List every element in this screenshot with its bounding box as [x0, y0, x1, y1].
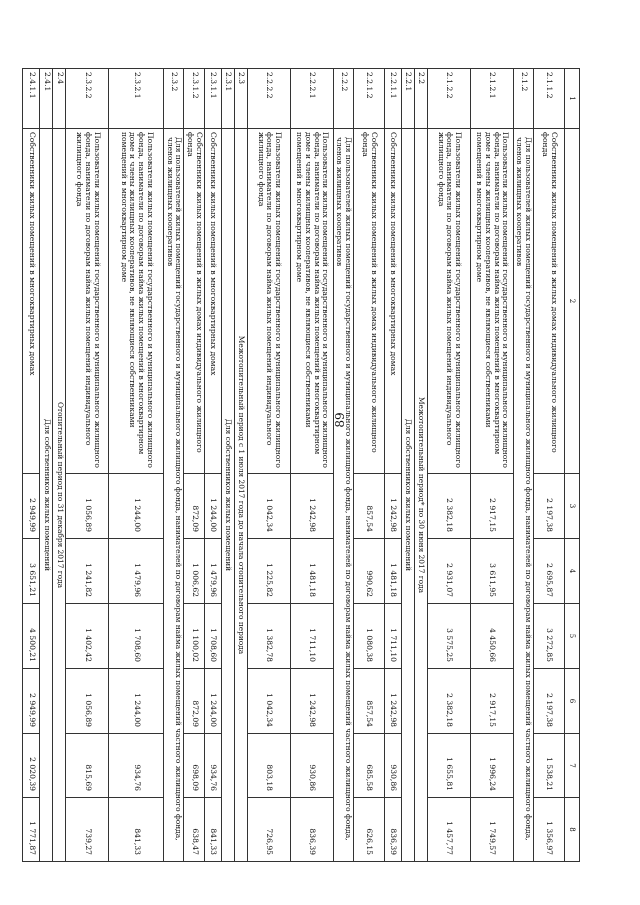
row-code: 2.3	[234, 69, 247, 129]
tariff-value: 2 197,38	[534, 669, 565, 734]
tariff-value: 2 382,18	[427, 669, 470, 734]
tariff-value: 930,86	[290, 734, 333, 798]
tariff-value: 3 272,85	[534, 604, 565, 669]
table-row	[534, 69, 565, 862]
section-row	[333, 69, 353, 862]
section-title: Межотопительный период с 1 июля 2017 года до начала отопительного периода	[234, 129, 247, 862]
tariff-value: 872,09	[184, 669, 204, 734]
tariff-value: 2 949,99	[23, 474, 40, 539]
tariff-value: 2 382,18	[427, 474, 470, 539]
column-number: 1	[565, 69, 580, 129]
tariff-value: 4 450,66	[470, 604, 513, 669]
row-code: 2.1.2.2	[427, 69, 470, 129]
table-row	[470, 69, 513, 862]
table-row	[353, 69, 384, 862]
row-code: 2.4	[53, 69, 66, 129]
row-category: Пользователи жилых помещений государственного и муниципального жилищного фонда, наниматели по договорам найма жилых помещений в многоквартирном доме и члены жилищных кооперативов, не являющиеся собственниками помещений в многоквартирном доме	[290, 129, 333, 474]
tariff-value: 1 244,00	[109, 474, 164, 539]
tariff-value: 3 651,21	[23, 539, 40, 604]
tariff-value: 2 931,07	[427, 539, 470, 604]
section-row	[234, 69, 247, 862]
column-number: 2	[565, 129, 580, 474]
tariff-value: 1 241,82	[66, 539, 109, 604]
tariff-value: 1 042,34	[247, 669, 290, 734]
row-category: Собственники жилых помещений в жилых домах индивидуального жилищного фонда	[184, 129, 204, 474]
row-code: 2.2	[414, 69, 427, 129]
tariff-value: 1 225,82	[247, 539, 290, 604]
column-number: 4	[565, 539, 580, 604]
tariff-value: 1 244,00	[109, 669, 164, 734]
row-code: 2.3.1	[221, 69, 234, 129]
tariff-value: 1 056,89	[66, 474, 109, 539]
tariff-value: 1 708,60	[109, 604, 164, 669]
row-category: Пользователи жилых помещений государственного и муниципального жилищного фонда, наниматели по договорам найма жилых помещений в многоквартирном доме и члены жилищных кооперативов, не являющиеся собственниками помещений в многоквартирном доме	[109, 129, 164, 474]
section-title: Отопительный период по 31 декабря 2017 года	[53, 129, 66, 862]
table-body	[23, 69, 565, 862]
tariff-value: 1 711,10	[384, 604, 401, 669]
section-row	[414, 69, 427, 862]
row-category: Собственники жилых помещений в жилых домах индивидуального жилищного фонда	[353, 129, 384, 474]
tariff-value: 1 242,98	[290, 669, 333, 734]
section-title: Для пользователей жилых помещений государственного и муниципального жилищного фонда, нанимателей по договорам найма жилых помещений частного жилищного фонда, членов жилищных кооперативов	[333, 129, 353, 862]
row-code: 2.2.1.2	[353, 69, 384, 129]
tariff-value: 1 080,38	[353, 604, 384, 669]
tariff-value: 872,09	[184, 474, 204, 539]
tariff-value: 803,18	[247, 734, 290, 798]
tariff-value: 739,27	[66, 798, 109, 862]
section-row	[513, 69, 533, 862]
page-number: 89	[333, 412, 347, 428]
tariff-value: 685,58	[353, 734, 384, 798]
tariff-value: 1 708,60	[204, 604, 221, 669]
tariff-value: 1 711,10	[290, 604, 333, 669]
tariff-value: 638,47	[184, 798, 204, 862]
row-code: 2.2.2.2	[247, 69, 290, 129]
row-code: 2.3.2.2	[66, 69, 109, 129]
row-category: Пользователи жилых помещений государственного и муниципального жилищного фонда, наниматели по договорам найма жилых помещений индивидуального жилищного фонда	[427, 129, 470, 474]
tariff-value: 726,95	[247, 798, 290, 862]
section-title: Для пользователей жилых помещений государственного и муниципального жилищного фонда, нанимателей по договорам найма жилых помещений частного жилищного фонда, членов жилищных кооперативов	[164, 129, 184, 862]
tariff-value: 1 749,57	[470, 798, 513, 862]
table-row	[66, 69, 109, 862]
tariff-value: 2 917,15	[470, 474, 513, 539]
tariff-value: 1 655,81	[427, 734, 470, 798]
row-code: 2.2.2	[333, 69, 353, 129]
row-code: 2.2.1.1	[384, 69, 401, 129]
tariff-value: 1 481,18	[290, 539, 333, 604]
section-row	[164, 69, 184, 862]
section-row	[221, 69, 234, 862]
tariff-value: 815,69	[66, 734, 109, 798]
row-category: Собственники жилых помещений в жилых домах индивидуального жилищного фонда	[534, 129, 565, 474]
row-code: 2.3.1.1	[204, 69, 221, 129]
row-code: 2.3.1.2	[184, 69, 204, 129]
tariff-value: 930,86	[384, 734, 401, 798]
row-code: 2.4.1.1	[23, 69, 40, 129]
tariff-value: 626,15	[353, 798, 384, 862]
tariff-value: 4 500,21	[23, 604, 40, 669]
section-row	[40, 69, 53, 862]
tariff-value: 1 244,00	[204, 474, 221, 539]
section-title: Для собственников жилых помещений	[401, 129, 414, 862]
section-title: Для пользователей жилых помещений государственного и муниципального жилищного фонда, нанимателей по договорам найма жилых помещений частного жилищного фонда, членов жилищных кооперативов	[513, 129, 533, 862]
row-category: Собственники жилых помещений в многоквартирных домах	[204, 129, 221, 474]
tariff-value: 857,54	[353, 669, 384, 734]
column-number: 3	[565, 474, 580, 539]
table-row	[109, 69, 164, 862]
tariff-value: 1 402,42	[66, 604, 109, 669]
row-code: 2.3.2.1	[109, 69, 164, 129]
tariff-value: 2 695,87	[534, 539, 565, 604]
section-title: Для собственников жилых помещений	[221, 129, 234, 862]
row-code: 2.1.2	[513, 69, 533, 129]
column-number: 6	[565, 669, 580, 734]
row-code: 2.2.2.1	[290, 69, 333, 129]
row-code: 2.2.1	[401, 69, 414, 129]
tariff-value: 1 056,89	[66, 669, 109, 734]
tariff-value: 857,54	[353, 474, 384, 539]
tariff-value: 1 244,00	[204, 669, 221, 734]
section-row	[53, 69, 66, 862]
section-title: Для собственников жилых помещений	[40, 129, 53, 862]
table-row	[247, 69, 290, 862]
tariff-value: 1 481,18	[384, 539, 401, 604]
tariff-value: 1 242,98	[290, 474, 333, 539]
tariff-value: 934,76	[204, 734, 221, 798]
column-number-row	[565, 69, 580, 862]
column-number: 8	[565, 798, 580, 862]
row-category: Собственники жилых помещений в многоквартирных домах	[23, 129, 40, 474]
tariff-value: 2 020,39	[23, 734, 40, 798]
table-row	[427, 69, 470, 862]
tariff-value: 1 356,97	[534, 798, 565, 862]
table-row	[184, 69, 204, 862]
tariff-value: 1 457,77	[427, 798, 470, 862]
tariff-value: 1 242,98	[384, 474, 401, 539]
tariff-value: 1 479,96	[204, 539, 221, 604]
tariff-value: 2 197,38	[534, 474, 565, 539]
row-category: Собственники жилых помещений в многоквартирных домах	[384, 129, 401, 474]
tariff-value: 3 575,25	[427, 604, 470, 669]
tariff-value: 990,62	[353, 539, 384, 604]
tariff-value: 1 006,62	[184, 539, 204, 604]
tariff-value: 698,09	[184, 734, 204, 798]
tariff-value: 836,39	[290, 798, 333, 862]
column-number: 7	[565, 734, 580, 798]
row-code: 2.4.1	[40, 69, 53, 129]
tariff-value: 1 538,21	[534, 734, 565, 798]
table-row	[204, 69, 221, 862]
tariff-value: 2 949,99	[23, 669, 40, 734]
row-category: Пользователи жилых помещений государственного и муниципального жилищного фонда, наниматели по договорам найма жилых помещений индивидуального жилищного фонда	[247, 129, 290, 474]
table-row	[384, 69, 401, 862]
row-category: Пользователи жилых помещений государственного и муниципального жилищного фонда, наниматели по договорам найма жилых помещений в многоквартирном доме и члены жилищных кооперативов, не являющиеся собственниками помещений в многоквартирном доме	[470, 129, 513, 474]
tariff-table-wrapper	[27, 68, 580, 861]
row-category: Пользователи жилых помещений государственного и муниципального жилищного фонда, наниматели по договорам найма жилых помещений индивидуального жилищного фонда	[66, 129, 109, 474]
tariff-value: 1 771,87	[23, 798, 40, 862]
tariff-value: 2 917,15	[470, 669, 513, 734]
tariff-table	[22, 68, 580, 862]
section-title: Межотопительный период* по 30 июня 2017 года	[414, 129, 427, 862]
tariff-value: 1 242,98	[384, 669, 401, 734]
tariff-value: 1 100,02	[184, 604, 204, 669]
tariff-value: 841,33	[204, 798, 221, 862]
row-code: 2.1.2.1	[470, 69, 513, 129]
row-code: 2.3.2	[164, 69, 184, 129]
row-code: 2.1.1.2	[534, 69, 565, 129]
tariff-value: 1 479,96	[109, 539, 164, 604]
tariff-value: 3 611,95	[470, 539, 513, 604]
tariff-value: 841,33	[109, 798, 164, 862]
table-row	[23, 69, 40, 862]
tariff-value: 1 382,78	[247, 604, 290, 669]
tariff-value: 1 996,24	[470, 734, 513, 798]
tariff-value: 836,39	[384, 798, 401, 862]
section-row	[401, 69, 414, 862]
tariff-value: 1 042,34	[247, 474, 290, 539]
column-number: 5	[565, 604, 580, 669]
table-row	[290, 69, 333, 862]
tariff-value: 934,76	[109, 734, 164, 798]
